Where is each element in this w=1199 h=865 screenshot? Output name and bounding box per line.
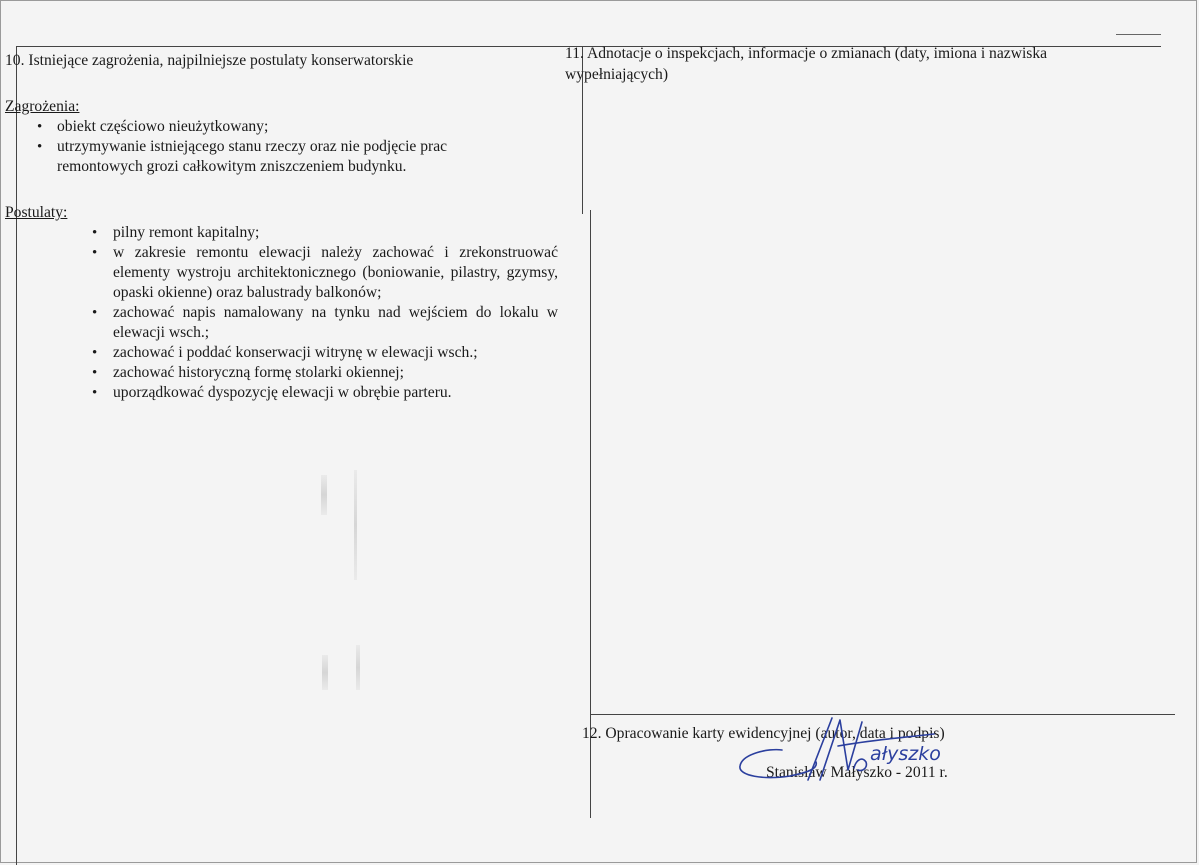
list-item: • zachować napis namalowany na tynku nad wejściem do lokalu w elewacji wsch.; — [5, 303, 558, 343]
scan-smudge — [321, 475, 327, 515]
list-item: • uporządkować dyspozycję elewacji w obrębie parteru. — [5, 383, 558, 403]
inspection-notes-section — [565, 43, 1120, 85]
list-item: • utrzymywanie istniejącego stanu rzeczy oraz nie podjęcie prac remontowych grozi całkowitym zniszczeniem budynku. — [5, 137, 509, 177]
signature-lettering: ałyszko — [870, 743, 941, 765]
scan-smudge — [322, 655, 328, 690]
scan-smudge — [354, 470, 357, 580]
list-item: • w zakresie remontu elewacji należy zachować i zrekonstruować elementy wystroju architektonicznego (boniowanie, pilastry, gzymsy, opaski okienne) oraz balustrady balkonów; — [5, 243, 558, 303]
postulates-heading: Postulaty: — [5, 204, 68, 221]
scan-smudge — [356, 645, 360, 690]
threats-list — [5, 117, 560, 177]
section-12-heading: 12. Opracowanie karty ewidencyjnej (autor, data i podpis) — [582, 725, 945, 742]
section-11-heading: 11. Adnotacje o inspekcjach, informacje o zmianach (daty, imiona i nazwiska wypełniających) — [565, 45, 1048, 83]
threats-and-postulates-section — [5, 51, 560, 403]
list-item: • zachować historyczną formę stolarki okiennej; — [5, 363, 558, 383]
list-item: • pilny remont kapitalny; — [5, 223, 558, 243]
postulates-list — [5, 223, 560, 403]
section-10-heading: 10. Istniejące zagrożenia, najpilniejsze postulaty konserwatorskie — [5, 52, 414, 69]
list-item: • zachować i poddać konserwacji witrynę w elewacji wsch.; — [5, 343, 558, 363]
list-item: • obiekt częściowo nieużytkowany; — [5, 117, 509, 137]
handwritten-signature — [720, 710, 960, 790]
author-name-date: Stanisław Małyszko - 2011 r. — [766, 764, 948, 781]
top-rule-extension — [1116, 34, 1161, 35]
threats-heading: Zagrożenia: — [5, 98, 80, 115]
